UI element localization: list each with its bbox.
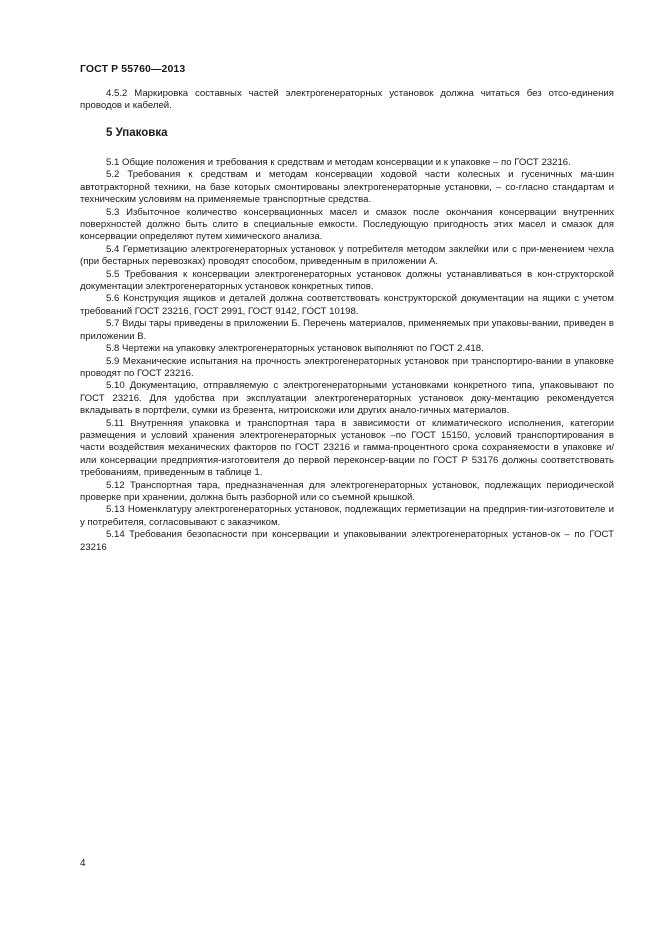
document-header: ГОСТ Р 55760—2013 [80,63,186,75]
paragraph-4-5-2: 4.5.2 Маркировка составных частей электрогенераторных установок должна читаться без отсо-единения проводов и кабелей. [80,88,614,112]
paragraph-5-12: 5.12 Транспортная тара, предназначенная для электрогенераторных установок, подлежащих периодической проверке при хранении, должна быть разборной или со съемной крышкой. [80,479,614,503]
paragraph-5-13: 5.13 Номенклатуру электрогенераторных установок, подлежащих герметизации на предприя-тии-изготовителе и у потребителя, согласовывают с заказчиком. [80,504,614,528]
paragraph-5-6: 5.6 Конструкция ящиков и деталей должна соответствовать конструкторской документации на ящики с учетом требований ГОСТ 23216, ГОСТ 2991, ГОСТ 9142, ГОСТ 10198. [80,293,614,317]
paragraph-5-10: 5.10 Документацию, отправляемую с электрогенераторными установками конкретного типа, упаковывают по ГОСТ 23216. Для удобства при эксплуатации электрогенераторных установок доку-ментацию рекомендуется вкладывать в портфели, сумки из брезента, нитроискожи или других анало-гичных материалов. [80,380,614,417]
paragraph-5-8: 5.8 Чертежи на упаковку электрогенераторных установок выполняют по ГОСТ 2.418. [106,343,484,355]
paragraph-5-5: 5.5 Требования к консервации электрогенераторных установок должны устанавливаться в кон-структорской документации электрогенераторных установок конкретных типов. [80,268,614,293]
paragraph-5-3: 5.3 Избыточное количество консервационных масел и смазок после окончания консервации внутренних поверхностей должно быть слито в специальные емкости. Последующую пригодность этих масел и смазок для консервации определяют путем химического анализа. [80,206,614,243]
paragraph-5-1: 5.1 Общие положения и требования к средствам и методам консервации и к упаковке – по ГОСТ 23216. [106,157,571,168]
paragraph-5-7: 5.7 Виды тары приведены в приложении Б. Перечень материалов, применяемых при упаковы-вании, приведен в приложении В. [80,318,614,342]
paragraph-5-14: 5.14 Требования безопасности при консервации и упаковывании электрогенераторных установ-ок – по ГОСТ 23216 [80,529,614,553]
section-title: 5 Упаковка [106,127,168,139]
paragraph-5-2: 5.2 Требования к средствам и методам консервации ходовой части колесных и гусеничных ма-шин автотракторной техники, на базе которых смонтированы электрогенераторные установки, – со-гласно стандартам и техническим условиям на применяемые транспортные средства. [80,169,614,206]
paragraph-5-11: 5.11 Внутренняя упаковка и транспортная тара в зависимости от климатического исполнения, категории размещения и условий хранения электрогенераторных установок –по ГОСТ 15150, условий транспортирования в части воздействия механических факторов по ГОСТ 23216 и гамма-процентного срока сохраняемости в упаковке и/или консервации предприятия-изготовителя до первой переконсер-вации по ГОСТ Р 53176 должны соответствовать требованиям, приведенным в таблице 1. [80,417,614,479]
paragraph-5-4: 5.4 Герметизацию электрогенераторных установок у потребителя методом заклейки или с при-менением чехла (при бестарных перевозках) проводят способом, приведенным в приложении А. [80,243,614,268]
section-body [80,157,614,554]
page-number: 4 [80,858,86,869]
intro-block [80,88,614,113]
paragraph-5-9: 5.9 Механические испытания на прочность электрогенераторных установок при транспортиро-вании в упаковке проводят по ГОСТ 23216. [80,355,614,379]
